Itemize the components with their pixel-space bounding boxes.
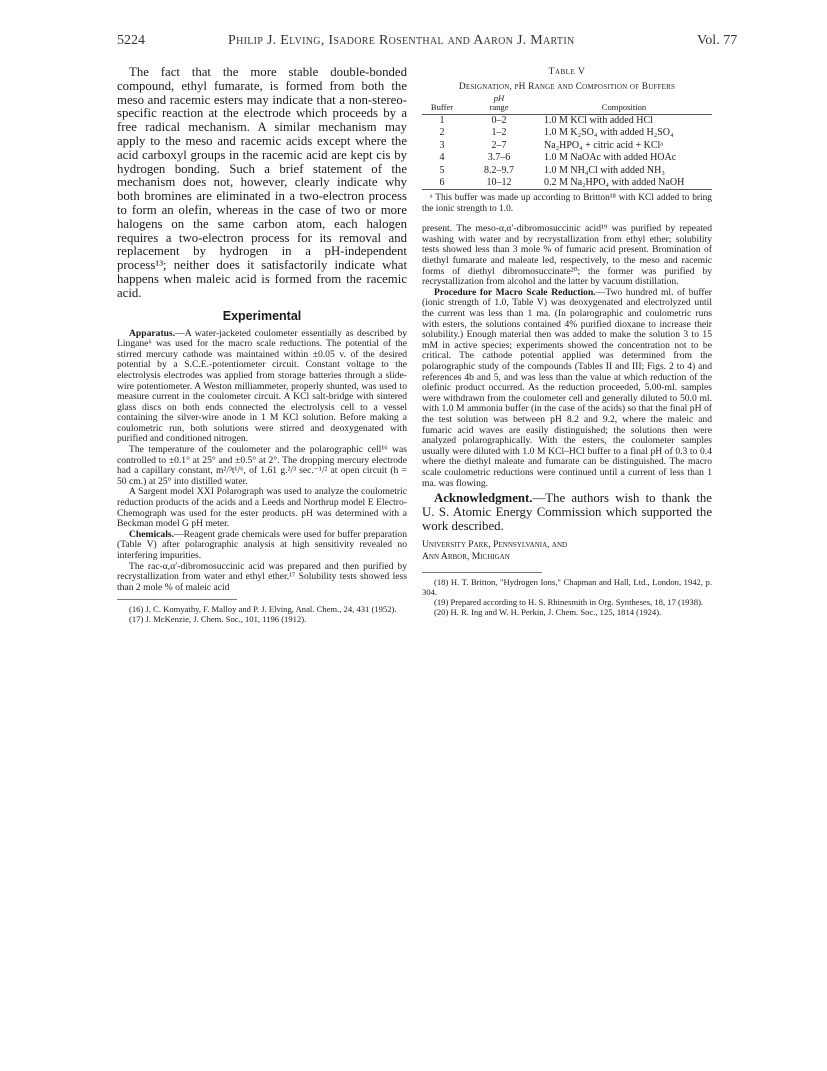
buffer-cell: 4 [439,152,445,164]
page-number: 5224 [117,33,145,48]
acknowledgment-paragraph [422,492,712,533]
footnote-divider [117,599,237,600]
composition-cell: 1.0 M NH₄Cl with added NH₃ [544,164,665,176]
composition-cell: 0.2 M Na₂HPO₄ with added NaOH [536,177,712,190]
composition-cell: 1.0 M NaOAc with added HOAc [544,152,677,164]
apparatus-run-head: Apparatus. [129,327,176,339]
composition-cell: 1.0 M KCl with added HCl [544,115,653,126]
col-header-buffer: Buffer [422,103,462,115]
right-column [422,66,712,617]
ph-range-cell: 8.2–9.7 [484,164,514,176]
col-header-composition: Composition [536,103,712,115]
table-row [422,177,712,190]
ph-range-cell: 3.7–6 [487,152,511,164]
col-header-ph: pH [493,93,505,103]
composition-cell: 1.0 M K₂SO₄ with added H₂SO₄ [544,127,674,139]
footnote-divider-right [422,572,542,573]
footnote-20: (20) H. R. Ing and W. H. Perkin, J. Chem. Soc., 125, 1814 (1924). [434,606,662,617]
left-column [117,66,407,624]
ph-range-cell: 2–7 [491,139,507,151]
affiliation-line-2: Ann Arbor, Michigan [422,550,510,562]
procedure-text: —Two hundred ml. of buffer (ionic strength of 1.0, Table V) was deoxygenated and electrolyzed until the current was less than 1 ma. (In polarographic and coulometric runs with esters, the solutions contained 4% purified dioxane to increase their solubility.) Enough material then was added to make the solution 3 to 15 mM in active species; experiments showed the concentration not to be critical. The cathode potential applied was determined from the polarographic study of the compounds (Tables II and III; Figs. 2 to 4) and references 4b and 5, and was less than the value at which reduction of the olefinic product occurred. As the reduction proceeded, 5.00-ml. samples were withdrawn from the coulometer cell and generally diluted to 50.0 ml. with 1.0 M ammonia buffer (in the case of the acids) so that the final pH of the test solution was between pH 8.2 and 9.2, where the maleic and fumaric acid waves are easily distinguished; the solutions then were analyzed polarographically. With the esters, the coulometer samples usually were diluted with 1.0 M KCl–HCl buffer to a final pH of 0.3 to 0.4 where the diethyl maleate and fumarate can be distinguished. The macro scale coulometric reductions were continued until a current of less than 1 ma. was flowing. [422,286,712,489]
buffer-table-body [422,115,712,190]
sargent-paragraph: A Sargent model XXI Polarograph was used to analyze the coulometric reduction products of the acids and a Leeds and Northrup model E Electro-Chemograph was used for the ester products. pH was determined with a Beckman model G pH meter. [117,486,407,530]
buffer-cell: 3 [439,139,445,151]
table-title: Table V [548,66,586,77]
buffer-cell: 5 [439,164,445,176]
footnote-17: (17) J. McKenzie, J. Chem. Soc., 101, 1196 (1912). [129,614,307,625]
table-row [422,127,712,139]
chemicals-run-head: Chemicals. [129,528,175,540]
acknowledgment-run-head: Acknowledgment. [434,491,533,506]
procedure-paragraph [422,288,712,489]
affiliation-line-1: University Park, Pennsylvania, and [422,539,568,551]
intro-paragraph: The fact that the more stable double-bonded compound, ethyl fumarate, is formed from both the meso and racemic esters may indicate that a non-stereo-specific reaction at the electrode which proceeds by a free radical mechanism. A similar mechanism may apply to the meso and racemic acids except where the acid carboxyl groups in the racemic acid are kept cis by hydrogen bonding. Such a brief statement of the mechanism does not, however, clearly indicate why both bromines are eliminated in a two-electron process to form an olefin, whereas in the case of two or more halogens on the same carbon atom, each halogen requires a two-electron process for its removal and replacement by hydrogen in a pH-independent process¹³; neither does it satisfactorily indicate what happens when maleic acid is formed from the racemic acid. [117,65,407,300]
table-row [422,115,712,128]
volume-label: Vol. 77 [697,33,738,48]
chemicals-paragraph [117,530,407,562]
col-header-range: range [462,103,536,115]
footnote-16: (16) J. C. Komyathy, F. Malloy and P. J. Elving, Anal. Chem., 24, 431 (1952). [129,604,397,615]
rac-acid-paragraph: The rac-α,α′-dibromosuccinic acid was prepared and then purified by recrystallization from water and ethyl ether.¹⁷ Solubility tests showed less than 2 mole % of maleic acid [117,560,407,593]
ph-range-cell: 10–12 [462,177,536,190]
chemicals-text: —Reagent grade chemicals were used for buffer preparation (Table V) after polarographic analysis at high sensitivity revealed no interfering impurities. [117,528,407,562]
meso-acid-paragraph: present. The meso-α,α′-dibromosuccinic acid¹⁹ was purified by repeated washing with water and by recrystallization from ethyl ether; solubility tests showed less than 3 mole % of fumaric acid present. Bromination of diethyl fumarate and maleate led, respectively, to the meso and racemic forms of diethyl dibromosuccinate²⁰; the former was purified by recrystallization from alcohol and the latter by vacuum distillation. [422,223,712,288]
ph-range-cell: 0–2 [491,115,507,126]
table-row [422,165,712,177]
procedure-run-head: Procedure for Macro Scale Reduction. [434,286,596,298]
temperature-paragraph: The temperature of the coulometer and the polarographic cell¹⁶ was controlled to ±0.1° at 25° and ±0.5° at 2°. The dropping mercury electrode had a capillary constant, m²/³t¹/⁶, of 1.61 g.²/³ sec.⁻¹/² at open circuit (h = 50 cm.) at 25° into distilled water. [117,444,407,487]
buffer-cell: 1 [439,115,445,126]
buffer-cell: 2 [439,127,445,139]
table-row [422,152,712,164]
table-footnote: ᵃ This buffer was made up according to Britton¹⁸ with KCl added to bring the ionic strength to 1.0. [422,193,712,214]
acknowledgment-text: —The authors wish to thank the U. S. Atomic Energy Commission which supported the work described. [422,491,712,533]
footnote-18: (18) H. T. Britton, "Hydrogen Ions," Chapman and Hall, Ltd., London, 1942, p. 304. [422,576,712,597]
buffer-cell: 6 [422,177,462,190]
apparatus-text: —A water-jacketed coulometer essentially as described by Lingane⁶ was used for the macro scale reductions. The potential of the stirred mercury cathode was maintained within ±0.05 v. of the desired potential by a S.C.E.-potentiometer circuit. Constant voltage to the electrolysis electrodes was applied from storage batteries through a slide-wire potentiometer. A Weston milliammeter, properly shunted, was used to measure current in the coulometer circuit. A KCl salt-bridge with sintered glass discs on both ends connected the electrolysis cell to a vessel containing the silver-wire anode in 1 M KCl solution. Before making a coulometric run, both solutions were stirred and deoxygenated with purified and conditioned nitrogen. [117,327,407,445]
experimental-heading: Experimental [222,308,302,323]
apparatus-paragraph [117,329,407,446]
buffer-table [422,94,712,190]
footnote-19: (19) Prepared according to H. S. Rhinesmith in Org. Syntheses, 18, 17 (1938). [434,596,704,607]
ph-range-cell: 1–2 [491,127,507,139]
composition-cell: Na₂HPO₄ + citric acid + KClᵃ [544,139,664,151]
running-header-authors: Philip J. Elving, Isadore Rosenthal and Aaron J. Martin [228,33,575,48]
table-row [422,140,712,152]
table-caption: Designation, pH Range and Composition of Buffers [458,82,676,92]
